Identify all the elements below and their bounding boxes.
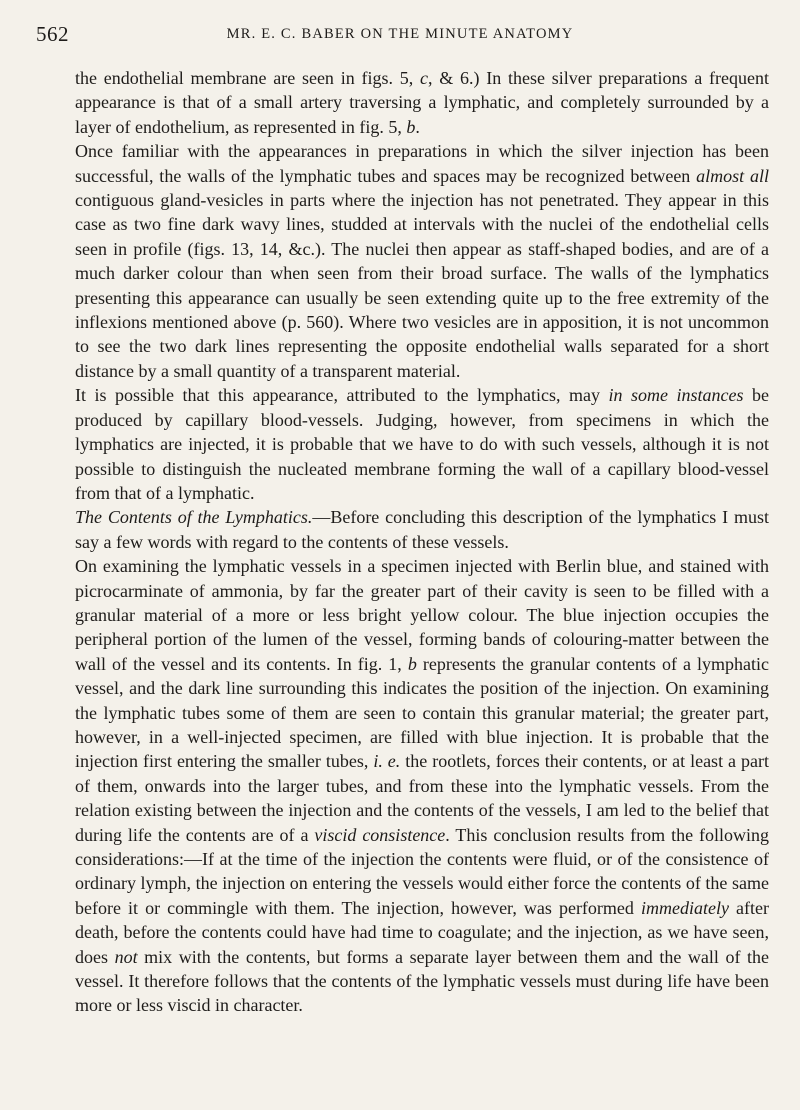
body-text bbox=[75, 66, 769, 1018]
text-run: On examining the lymphatic vessels in a specimen injected with Berlin blue, and stained with picrocarminate of ammonia, by far the greater part of their cavity is seen to be filled with a granular material of a more or less bright yellow colour. The blue injection occupies the peripheral portion of the lumen of the vessel, forming bands of colouring-matter between the wall of the vessel and its contents. In fig. 1, bbox=[75, 556, 769, 674]
text-run: . This conclusion results from the following considerations:—If at the time of the injection the contents were fluid, or of the consistence of ordinary lymph, the injection on entering the vessels would either force the contents of the same before it or commingle with them. The injection, however, was performed bbox=[75, 824, 769, 918]
italic-run: The Contents of the Lymphatics. bbox=[75, 507, 313, 528]
text-run: contiguous gland-vesicles in parts where the injection has not penetrated. They appear in this case as two fine dark wavy lines, studded at intervals with the nuclei of the endothelial cells seen in profile (figs. 13, 14, &c.). The nuclei then appear as staff-shaped bodies, and are of a much darker colour than when seen from their broad surface. The walls of the lymphatics presenting this appearance can usually be seen extending quite up to the free extremity of the inflexions mentioned above (p. 560). Where two vesicles are in apposition, it is not uncommon to see the two dark lines representing the opposite endothelial walls separated for a short distance by a small quantity of a transparent material. bbox=[75, 190, 769, 381]
text-run: . bbox=[415, 116, 420, 137]
text-run: be produced by capillary blood-vessels. Judging, however, from specimens in which the lymphatics are injected, it is probable that we have to do with such vessels, although it is not possible to distinguish the nucleated membrane forming the wall of a capillary blood-vessel from that of a lymphatic. bbox=[75, 385, 770, 503]
italic-run: b bbox=[406, 116, 416, 137]
text-run: , & 6.) In these silver preparations a frequent appearance is that of a small artery traversing a lymphatic, and completely surrounded by a layer of endothelium, as represented in fig. 5, bbox=[75, 68, 769, 137]
italic-run: almost all bbox=[696, 165, 769, 186]
italic-run: i. e. bbox=[373, 751, 401, 772]
page-header bbox=[0, 22, 800, 52]
italic-run: b bbox=[407, 653, 417, 674]
text-run: after death, before the contents could have had time to coagulate; and the injection, as we have seen, does bbox=[75, 897, 769, 967]
running-head: MR. E. C. BABER ON THE MINUTE ANATOMY bbox=[226, 26, 574, 42]
text-run: represents the granular contents of a lymphatic vessel, and the dark line surrounding this indicates the position of the injection. On examining the lymphatic tubes some of them are seen to contain this granular material; the greater part, however, in a well-injected specimen, are filled with blue injection. It is probable that the injection first entering the smaller tubes, bbox=[75, 653, 769, 772]
italic-run: in some instances bbox=[608, 385, 744, 406]
paragraph-2 bbox=[75, 139, 769, 383]
italic-run: viscid consistence bbox=[314, 824, 446, 845]
text-run: the endothelial membrane are seen in figs. 5, bbox=[75, 68, 420, 88]
italic-run: c bbox=[420, 68, 428, 88]
text-run: It is possible that this appearance, attributed to the lymphatics, may bbox=[75, 385, 609, 406]
text-run: Once familiar with the appearances in preparations in which the silver injection has been successful, the walls of the lymphatic tubes and spaces may be recognized between bbox=[75, 141, 769, 186]
italic-run: not bbox=[114, 946, 138, 967]
text-run: the rootlets, forces their contents, or at least a part of them, onwards into the larger tubes, and from these into the lymphatic vessels. From the relation existing between the injection and the contents of the vessels, I am led to the belief that during life the contents are of a bbox=[75, 751, 770, 845]
paragraph-5 bbox=[75, 554, 769, 1018]
text-run: mix with the contents, but forms a separate layer between them and the wall of the vessel. It therefore follows that the contents of the lymphatic vessels must during life have been more or less viscid in character. bbox=[75, 946, 770, 1016]
text-run: —Before concluding this description of the lymphatics I must say a few words with regard to the contents of these vessels. bbox=[75, 507, 769, 552]
paragraph-1 bbox=[75, 66, 769, 139]
page-number: 562 bbox=[36, 22, 69, 46]
italic-run: immediately bbox=[640, 897, 729, 918]
paragraph-3 bbox=[75, 383, 769, 505]
paragraph-4-contents-heading bbox=[75, 505, 769, 554]
